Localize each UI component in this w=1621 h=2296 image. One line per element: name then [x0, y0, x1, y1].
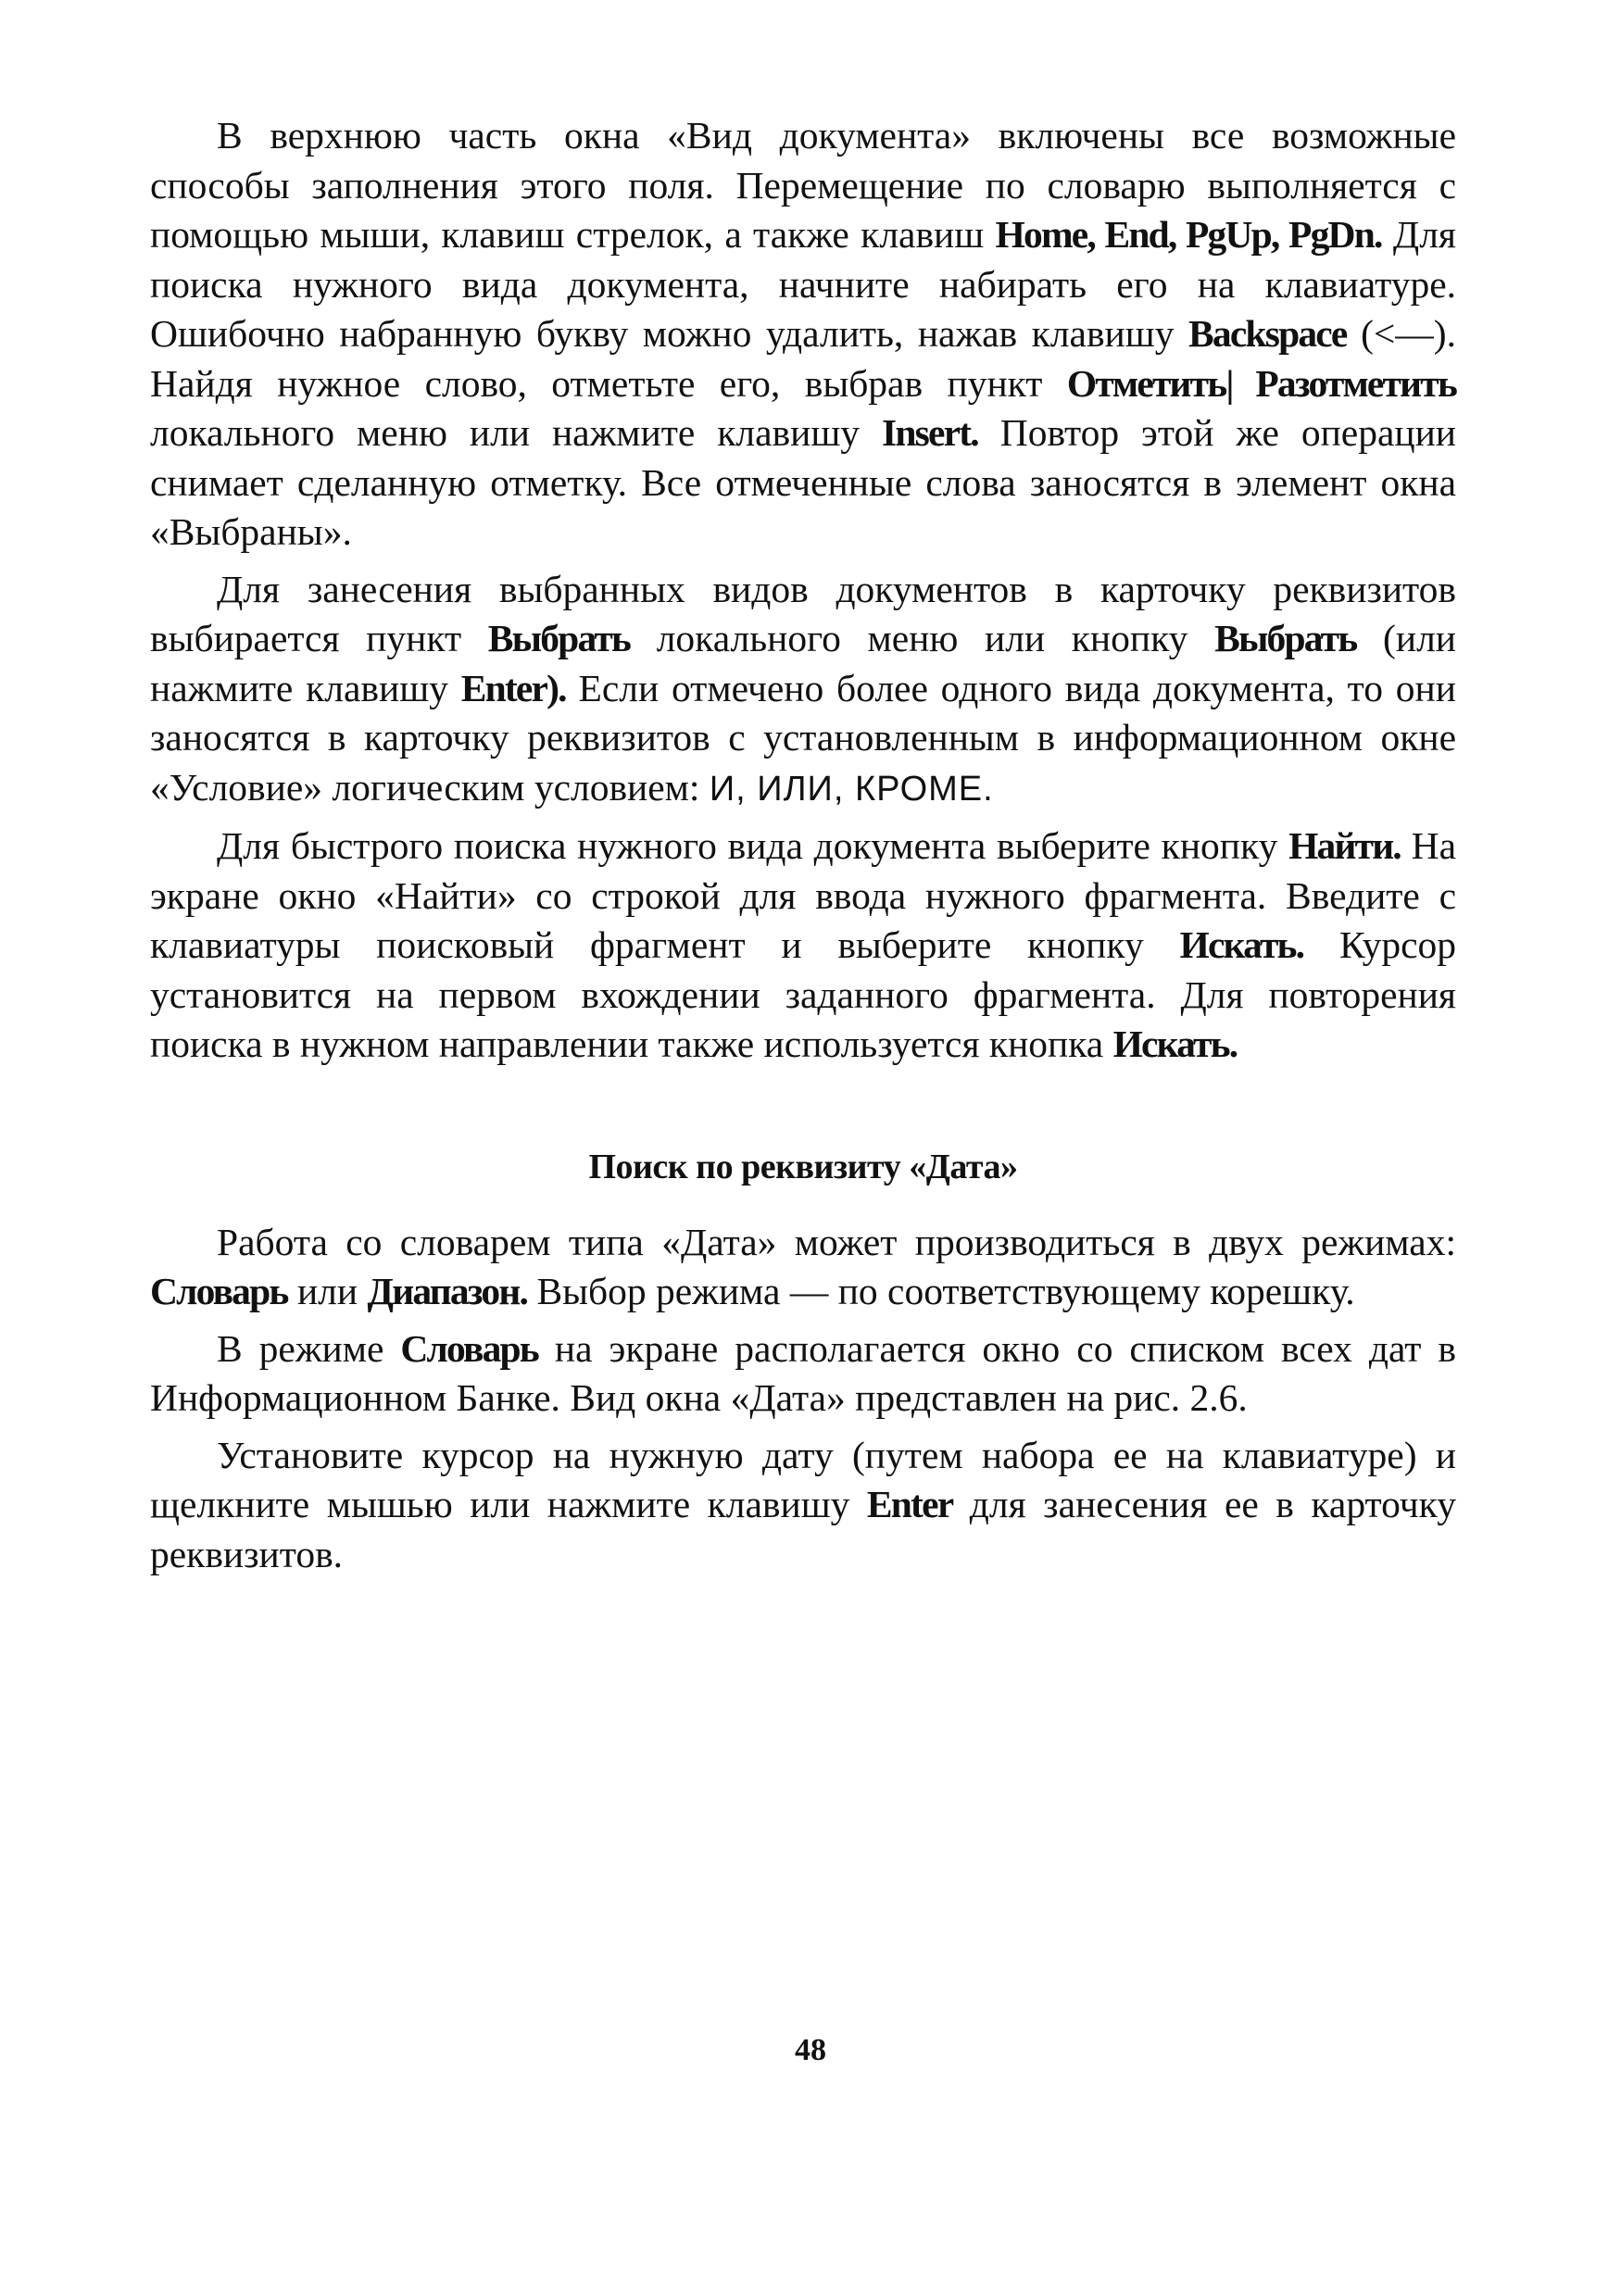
page-number: 48 — [795, 2033, 826, 2067]
paragraph — [150, 822, 1456, 1070]
text-run: Установите курсор на нужную дату (путем набора ее на клавиатуре) и щелкните мышью или нажмите клавишу — [150, 1433, 1456, 1525]
page-body — [150, 111, 1456, 1579]
text-run: В режиме — [217, 1326, 401, 1370]
text-run: На экране окно «Найти» со строкой для ввода нужного фрагмента. Введите с клавиатуры поисковый фрагмент и выберите кнопку — [150, 824, 1457, 966]
text-run: локального меню или нажмите клавишу — [150, 411, 882, 454]
text-run: локального меню или кнопку — [630, 617, 1215, 659]
bold-term: Диапазон. — [367, 1270, 528, 1312]
intro-paragraphs — [150, 111, 1456, 1070]
text-run: Повтор этой же операции снимает сделанную отметку. Все отмеченные слова заносятся в элемент окна «Выбраны». — [150, 411, 1457, 553]
text-run: на экране располагается окно со списком всех дат в Информационном Банке. Вид окна «Дата» представлен на рис. 2.6. — [150, 1326, 1456, 1419]
text-run: Работа со словарем типа «Дата» может производиться в двух режимах: — [217, 1220, 1456, 1263]
text-run: для занесения ее в карточку реквизитов. — [150, 1483, 1456, 1575]
text-run: В верхнюю часть окна «Вид документа» включены все возможные способы заполнения этого поля. Перемещение по словарю выполняется с помощью мыши, клавиш стрелок, а также клавиш — [150, 114, 1456, 256]
bold-term: Словарь — [400, 1326, 538, 1370]
section-paragraphs — [150, 1218, 1456, 1580]
text-run: Курсор установится на первом вхождении заданного фрагмента. Для повторения поиска в нужном направлении также используется кнопка — [150, 923, 1456, 1065]
text-run: Выбор режима — по соответствующему корешку. — [527, 1270, 1355, 1312]
bold-term: Home, End, PgUp, PgDn. — [995, 213, 1382, 256]
text-run: или — [287, 1270, 368, 1312]
section-heading: Поиск по реквизиту «Дата» — [588, 1147, 1018, 1186]
paragraph — [150, 111, 1456, 558]
text-run: (или нажмите клавишу — [150, 617, 1456, 709]
bold-term: Выбрать — [487, 617, 631, 659]
bold-term: Выбрать — [1214, 617, 1357, 659]
text-run: Если отмечено более одного вида документа, то они заносятся в карточку реквизитов с установленным в информационном окне «Условие» логическим условием: — [150, 666, 1456, 809]
bold-term: Отметить| Разотметить — [1066, 361, 1456, 405]
text-run: Для поиска нужного вида документа, начните набирать его на клавиатуре. Ошибочно набранную букву можно удалить, нажав клавишу — [150, 213, 1456, 355]
bold-term: Найти. — [1288, 824, 1401, 867]
bold-term: Искать. — [1179, 923, 1304, 966]
paragraph — [150, 1218, 1456, 1317]
bold-term: Enter — [866, 1483, 953, 1525]
text-run: Для занесения выбранных видов документов в карточку реквизитов выбирается пункт — [150, 567, 1456, 659]
paragraph — [150, 1431, 1456, 1580]
bold-term: Enter). — [460, 666, 566, 709]
paragraph — [150, 1324, 1456, 1424]
text-run: (<—). Найдя нужное слово, отметьте его, выбрав пункт — [150, 312, 1456, 405]
bold-term: Insert. — [881, 411, 978, 454]
text-run: Для быстрого поиска нужного вида документа выберите кнопку — [217, 824, 1289, 867]
bold-term: Искать. — [1112, 1023, 1238, 1065]
bold-term: Словарь — [150, 1270, 288, 1312]
paragraph — [150, 565, 1456, 815]
text-run: И, ИЛИ, КРОМЕ. — [709, 769, 994, 809]
bold-term: Backspace — [1187, 312, 1347, 355]
